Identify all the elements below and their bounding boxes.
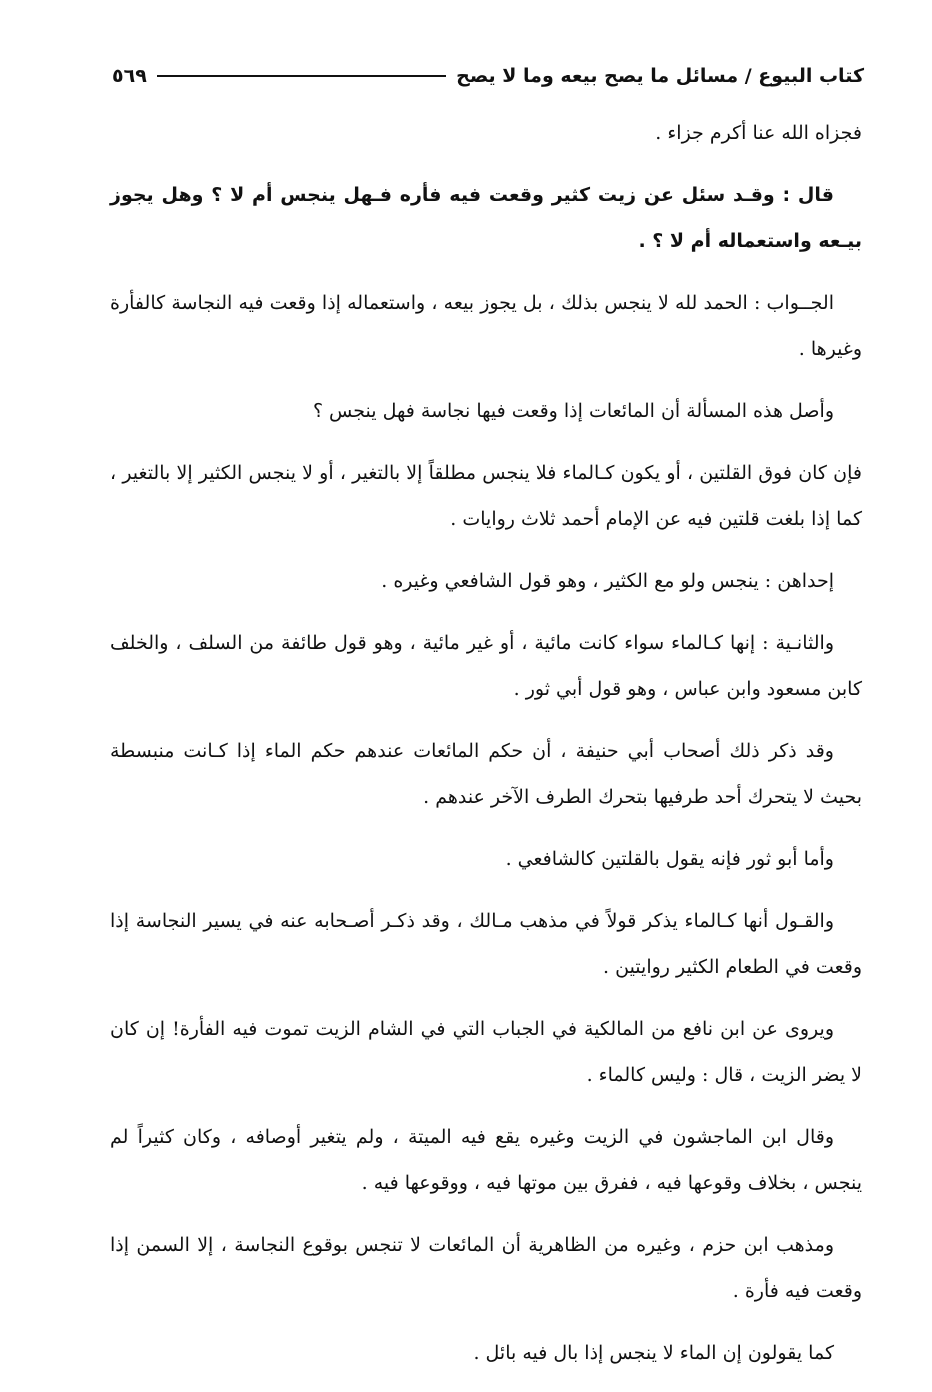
running-title: كتاب البيوع / مسائل ما يصح بيعه وما لا يصح: [456, 65, 864, 87]
paragraph: فإن كان فوق القلتين ، أو يكون كـالماء فلا ينجس مطلقاً إلا بالتغير ، أو لا ينجس الكثير إلا بالتغير ، كما إذا بلغت قلتين فيه عن الإمام أحمد ثلاث روايات .: [110, 462, 862, 530]
paragraph: كما يقولون إن الماء لا ينجس إذا بال فيه بائل .: [473, 1342, 834, 1364]
paragraph: إحداهن : ينجس ولو مع الكثير ، وهو قول الشافعي وغيره .: [381, 570, 834, 592]
paragraph: والثانـية : إنها كـالماء سواء كانت مائية ، أو غير مائية ، وهو قول طائفة من السلف ، والخلف كابن مسعود وابن عباس ، وهو قول أبي ثور .: [110, 632, 862, 700]
header-rule: [157, 75, 446, 77]
paragraph: وأصل هذه المسألة أن المائعات إذا وقعت فيها نجاسة فهل ينجس ؟: [312, 400, 834, 422]
running-header: [112, 56, 864, 96]
paragraph: فجزاه الله عنا أكرم جزاء .: [655, 122, 862, 144]
paragraph: والقـول أنها كـالماء يذكر قولاً في مذهب مـالك ، وقد ذكـر أصـحابه عنه في يسير النجاسة إذا وقعت في الطعام الكثير روايتين .: [110, 910, 862, 978]
page-number: ٥٦٩: [112, 65, 147, 87]
paragraph: وقال ابن الماجشون في الزيت وغيره يقع فيه الميتة ، ولم يتغير أوصافه ، وكان كثيراً لم ينجس ، بخلاف وقوعها فيه ، ففرق بين موتها فيه ، ووقوعها فيه .: [110, 1126, 862, 1194]
paragraph: وأما أبو ثور فإنه يقول بالقلتين كالشافعي .: [505, 848, 834, 870]
paragraph: ومذهب ابن حزم ، وغيره من الظاهرية أن المائعات لا تنجس بوقوع النجاسة ، إلا السمن إذا وقعت فيه فأرة .: [110, 1234, 862, 1302]
paragraph: ويروى عن ابن نافع من المالكية في الجباب التي في الشام الزيت تموت فيه الفأرة! إن كان لا يضر الزيت ، قال : وليس كالماء .: [110, 1018, 862, 1086]
answer-paragraph: الجــواب : الحمد لله لا ينجس بذلك ، بل يجوز بيعه ، واستعماله إذا وقعت فيه النجاسة كالفأرة وغيرها .: [110, 292, 862, 360]
body-text: [110, 110, 862, 1392]
question-paragraph: قال : وقـد سئل عن زيت كثير وقعت فيه فأره فـهل ينجس أم لا ؟ وهل يجوز بيـعه واستعماله أم لا ؟ .: [110, 184, 862, 252]
paragraph: وقد ذكر ذلك أصحاب أبي حنيفة ، أن حكم المائعات عندهم حكم الماء إذا كـانت منبسطة بحيث لا يتحرك أحد طرفيها بتحرك الطرف الآخر عندهم .: [110, 740, 862, 808]
